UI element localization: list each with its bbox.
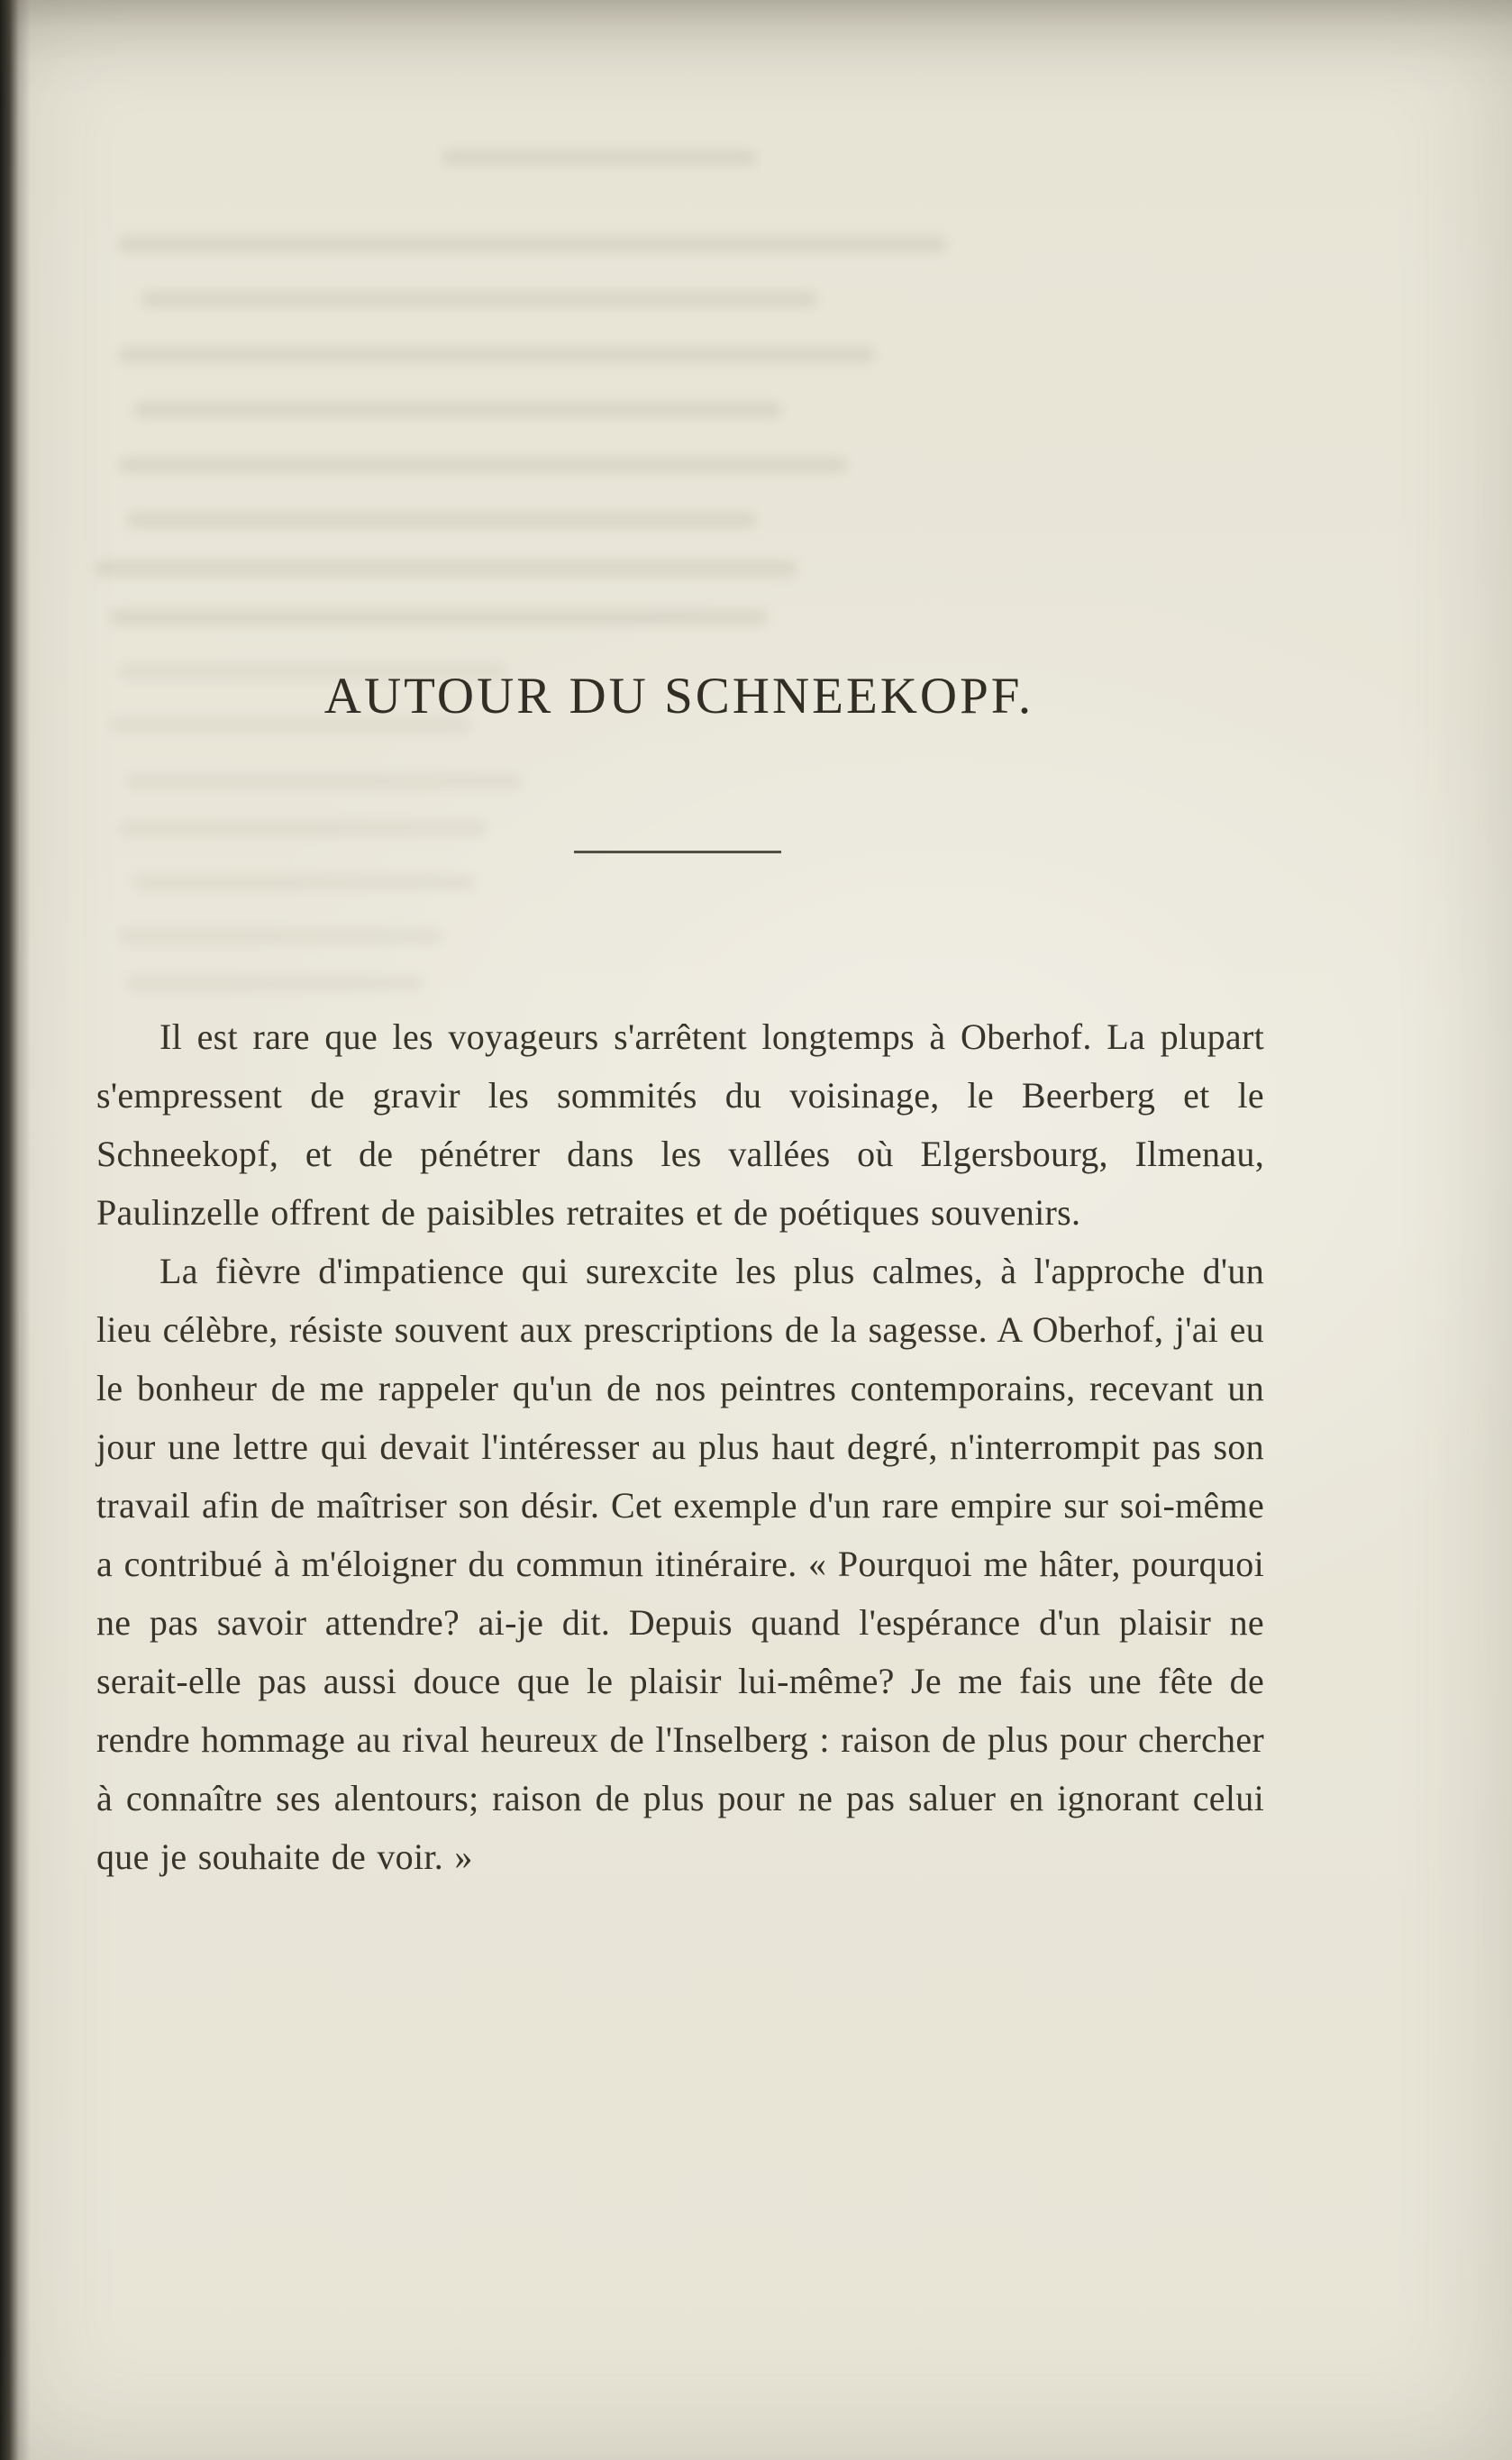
bleed-line [141,291,817,307]
bleed-line [95,560,797,577]
bleed-line [117,236,946,252]
bleed-line [442,150,757,166]
chapter-title: AUTOUR DU SCHNEEKOPF. [323,668,1034,724]
bleed-line [126,773,523,789]
bleed-line [118,457,848,473]
bleed-line [110,609,768,625]
bleed-line [118,820,487,836]
title-divider [574,851,781,853]
bleed-line [133,402,782,418]
bleed-line [133,874,476,890]
paragraph: Il est rare que les voyageurs s'arrêtent longtemps à Oberhof. La plupart s'empressent de gravir les sommités du voisinage, le Beerberg et le Schneekopf, et de pénétrer dans les vallées où Elgersbourg, Ilmenau, Paulinzelle offrent de paisibles retraites et de poétiques souvenirs. [96,1016,1264,1233]
page-gutter-shadow [0,0,31,2460]
page-top-shadow [0,0,1512,63]
bleed-line [118,928,442,944]
bleed-line [118,347,875,363]
bleed-line [126,975,424,991]
body-text [96,1007,1264,1886]
paragraph: La fièvre d'impatience qui surexcite les plus calmes, à l'approche d'un lieu célèbre, résiste souvent aux prescriptions de la sagesse. A Oberhof, j'ai eu le bonheur de me rappeler qu'un de nos peintres contemporains, recevant un jour une lettre qui devait l'intéresser au plus haut degré, n'interrompit pas son travail afin de maîtriser son désir. Cet exemple d'un rare empire sur soi-même a contribué à m'éloigner du commun itinéraire. « Pourquoi me hâter, pourquoi ne pas savoir attendre? ai-je dit. Depuis quand l'espérance d'un plaisir ne serait-elle pas aussi douce que le plaisir lui-même? Je me fais une fête de rendre hommage au rival heureux de l'Inselberg : raison de plus pour chercher à connaître ses alentours; raison de plus pour ne pas saluer en ignorant celui que je souhaite de voir. » [96,1251,1264,1877]
bleed-line [126,512,757,528]
